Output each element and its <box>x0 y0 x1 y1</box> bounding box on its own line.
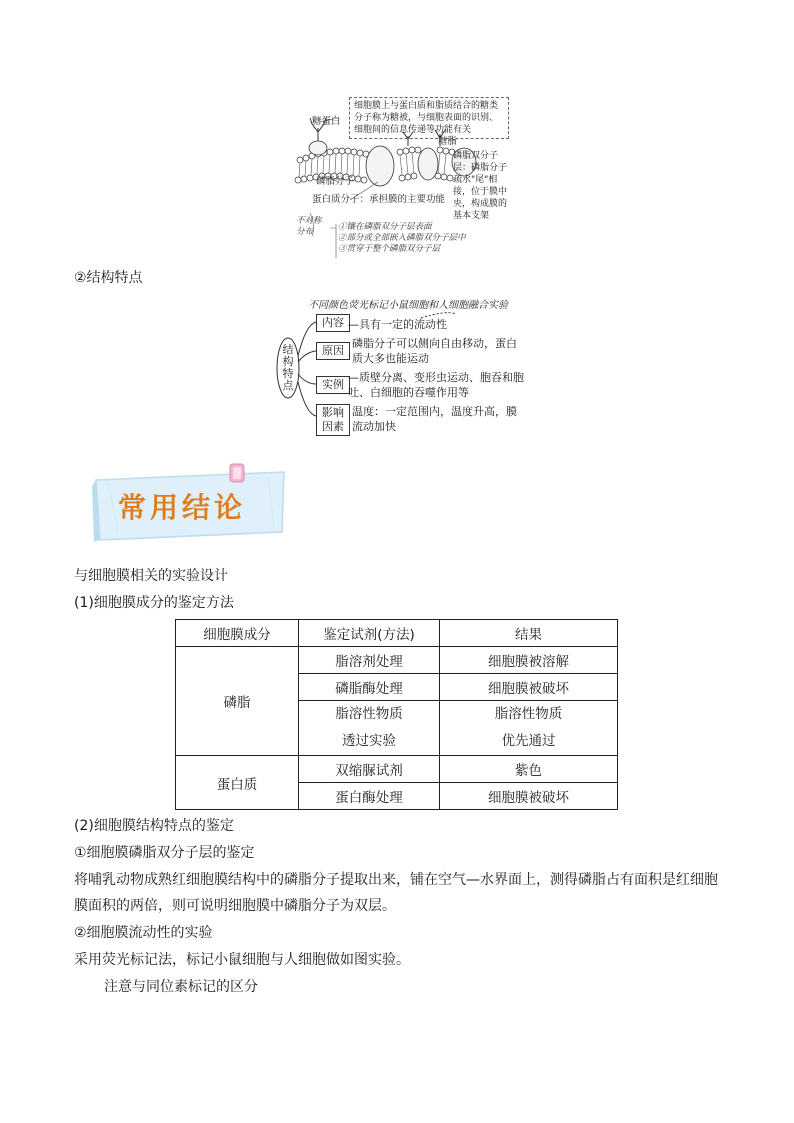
table-header-cell: 鉴定试剂(方法) <box>299 620 440 647</box>
distribution-item: ①镶在磷脂双分子层表面 <box>338 222 432 232</box>
conclusion-banner <box>88 462 288 546</box>
subsection-1-title: (1)细胞膜成分的鉴定方法 <box>74 595 234 611</box>
glycoprotein-label: 糖蛋白 <box>312 116 341 127</box>
result-cell: 细胞膜被溶解 <box>440 647 618 674</box>
glycocalyx-note: 细胞膜上与蛋白质和脂质结合的糖类分子称为糖被，与细胞表面的识别、细胞间的信息传递等功能有关 <box>349 97 509 139</box>
item-1-title: ①细胞膜磷脂双分子层的鉴定 <box>74 845 255 861</box>
item-1-text-line-2: 膜面积的两倍，则可说明细胞膜中磷脂分子为双层。 <box>74 898 396 914</box>
result-cell: 紫色 <box>440 756 618 783</box>
phospholipid-label: 磷脂分子 <box>316 176 355 187</box>
structure-heading: ②结构特点 <box>74 270 143 286</box>
glycolipid-label: 糖脂 <box>438 136 458 147</box>
result-cell: 细胞膜被破坏 <box>440 674 618 701</box>
method-line: 脂溶性物质 <box>335 706 403 722</box>
component-cell: 磷脂 <box>176 647 299 756</box>
experiment-annotation: 不同颜色荧光标记小鼠细胞和人细胞融合实验 <box>308 300 508 311</box>
item-2-title: ②细胞膜流动性的实验 <box>74 925 213 941</box>
method-cell <box>299 701 440 756</box>
table-header-cell: 细胞膜成分 <box>176 620 299 647</box>
example-text: —质壁分离、变形虫运动、胞吞和胞吐、白细胞的吞噬作用等 <box>348 371 524 399</box>
asymmetric-label: 不对称分布 <box>296 216 322 237</box>
method-cell: 蛋白酶处理 <box>299 783 440 810</box>
bilayer-note: 磷脂双分子层：磷脂分子疏水"尾"相接，位于膜中央，构成膜的基本支架 <box>453 151 508 221</box>
result-cell: 细胞膜被破坏 <box>440 783 618 810</box>
table-header-cell: 结果 <box>440 620 618 647</box>
component-cell: 蛋白质 <box>176 756 299 810</box>
banner-title: 常用结论 <box>118 491 247 524</box>
section-title: 与细胞膜相关的实验设计 <box>74 568 228 584</box>
table-row <box>176 647 618 674</box>
method-cell: 脂溶剂处理 <box>299 647 440 674</box>
method-cell: 磷脂酶处理 <box>299 674 440 701</box>
identification-table <box>175 619 618 810</box>
item-2-text: 采用荧光标记法，标记小鼠细胞与人细胞做如图实验。 <box>74 952 410 968</box>
distribution-list <box>338 222 508 255</box>
content-text: —具有一定的流动性 <box>348 318 447 331</box>
content-box: 内容 <box>316 314 350 332</box>
factor-text: 温度：一定范围内，温度升高，膜流动加快 <box>352 405 517 433</box>
table-row <box>176 756 618 783</box>
method-line: 透过实验 <box>342 733 396 749</box>
method-cell: 双缩脲试剂 <box>299 756 440 783</box>
subsection-2-title: (2)细胞膜结构特点的鉴定 <box>74 818 234 834</box>
table-header-row <box>176 620 618 647</box>
cause-text: 磷脂分子可以侧向自由移动，蛋白质大多也能运动 <box>352 337 517 365</box>
protein-label: 蛋白质分子：承担膜的主要功能 <box>312 194 446 205</box>
structure-features-diagram <box>276 296 532 436</box>
example-box: 实例 <box>316 376 350 394</box>
item-1-text-line-1: 将哺乳动物成熟红细胞膜结构中的磷脂分子提取出来，铺在空气—水界面上，测得磷脂占有面积是红细胞 <box>74 872 718 888</box>
structure-center-label: 结构特点 <box>282 343 294 392</box>
distribution-item: ②部分或全部嵌入磷脂双分子层中 <box>338 233 466 243</box>
factor-box: 影响因素 <box>316 404 350 436</box>
note-text: 注意与同位素标记的区分 <box>104 979 258 995</box>
cause-box: 原因 <box>316 342 350 360</box>
result-line: 优先通过 <box>501 733 556 749</box>
distribution-item: ③贯穿于整个磷脂双分子层 <box>338 244 441 254</box>
result-line: 脂溶性物质 <box>494 706 563 722</box>
result-cell <box>440 701 618 756</box>
